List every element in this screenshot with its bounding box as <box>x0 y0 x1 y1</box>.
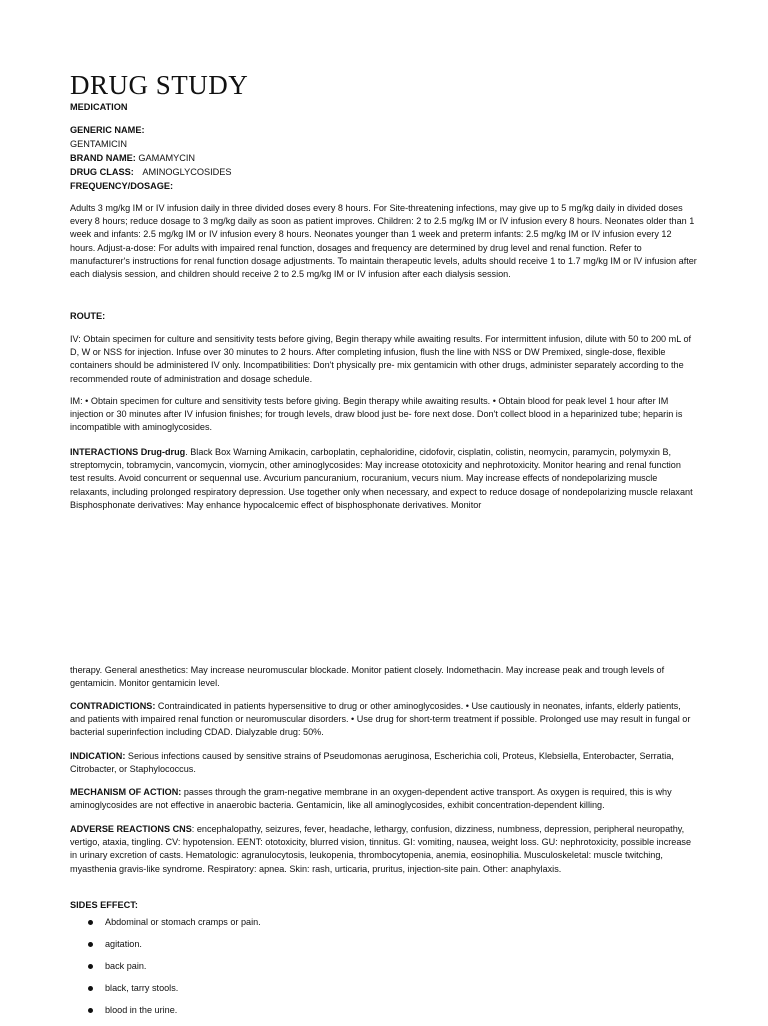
list-item: agitation. <box>70 938 698 960</box>
bullet-icon <box>88 1008 93 1013</box>
medication-heading: MEDICATION <box>70 102 128 112</box>
brand-name-value: GAMAMYCIN <box>138 153 196 163</box>
adverse-reactions-text: : encephalopathy, seizures, fever, headache, lethargy, confusion, dizziness, numbness, depression, peripheral neuropathy, vertigo, ataxia, tingling. CV: hypotension. EENT: ototoxicity, blurred vision, tinnitus. GI: vomiting, nausea, weight loss. GU: nephrotoxicity, possible increase in urinary excretion of casts. Hematologic: agranulocytosis, leukopenia, thrombocytopenia, anemia, eosinophilia. Musculoskeletal: muscle twitching, myasthenia gravis-like syndrome. Respiratory: apnea. Skin: rash, urticaria, pruritus, injection-site pain. Other: anaphylaxis. <box>70 824 692 874</box>
indication-paragraph <box>70 750 698 776</box>
contraindications-label: CONTRADICTIONS: <box>70 701 156 711</box>
contraindications-text: Contraindicated in patients hypersensitive to drug or other aminoglycosides. • Use cautiously in neonates, infants, elderly patients, and patients with impaired renal function or neuromuscular disorders. • Use drug for short-term treatment if possible. Prolonged use may result in fungal or bacterial superinfection including CDAD. Dialyzable drug: 50%. <box>70 701 691 738</box>
side-effects-list <box>70 916 698 1026</box>
adverse-reactions-paragraph <box>70 823 698 876</box>
list-item: blood in the urine. <box>70 1004 698 1026</box>
list-item: back pain. <box>70 960 698 982</box>
frequency-heading: FREQUENCY/DOSAGE: <box>70 181 174 191</box>
mechanism-paragraph <box>70 786 698 812</box>
adverse-reactions-label: ADVERSE REACTIONS CNS <box>70 824 192 834</box>
side-effects-heading: SIDES EFFECT: <box>70 900 138 910</box>
contraindications-paragraph <box>70 700 698 740</box>
brand-name-label: BRAND NAME: <box>70 153 136 163</box>
drug-class-label: DRUG CLASS: <box>70 167 134 177</box>
interactions-paragraph <box>70 446 698 512</box>
bullet-icon <box>88 964 93 969</box>
indication-text: Serious infections caused by sensitive strains of Pseudomonas aeruginosa, Escherichia coli, Proteus, Klebsiella, Enterobacter, Serratia, Citrobacter, or Staphylococcus. <box>70 751 674 775</box>
drug-class-value: AMINOGLYCOSIDES <box>142 167 232 177</box>
interactions-text: . Black Box Warning Amikacin, carboplatin, cephaloridine, cidofovir, cisplatin, colistin, neomycin, paramycin, polymyxin B, streptomycin, tobramycin, vancomycin, viomycin, other aminoglycosides: May increase ototoxicity and nephrotoxicity. Monitor hearing and renal function test results. Avoid concurrent or sequennal use. Avcurium pancuranium, rocuranium, vecurs nium. May increase effects of nondepolarizing muscle relaxants, including prolonged respiratory depression. Use together only when necessary, and expect to reduce dosage of nondepolarizing muscle relaxant Bisphosphonate derivatives: May enhance hypocalcemic effect of bisphosphonate derivatives. Monitor <box>70 447 693 510</box>
iv-paragraph: IV: Obtain specimen for culture and sensitivity tests before giving, Begin therapy while awaiting results. For intermittent infusion, dilute with 50 to 200 mL of D, W or NSS for injection. Infuse over 30 minutes to 2 hours. After completing infusion, flush the line with NSS or DW Premixed, single-dose, flexible containers should be administered IV only. Incompatibilities: Don't physically pre- mix gentamicin with other drugs, administer separately according to the recommended route of administration and dosage schedule. <box>70 334 692 384</box>
mechanism-label: MECHANISM OF ACTION: <box>70 787 182 797</box>
list-item: black, tarry stools. <box>70 982 698 1004</box>
frequency-paragraph: Adults 3 mg/kg IM or IV infusion daily in three divided doses every 8 hours. For Site-threatening infections, may give up to 5 mg/kg daily in divided doses every 8 hours; reduce dosage to 3 mg/kg daily as soon as patient improves. Children: 2 to 2.5 mg/kg IM or IV infusion every 8 hours. Neonates older than 1 week and infants: 2.5 mg/kg IM or IV infusion every 8 hours. Neonates younger than 1 week and preterm infants: 2.5 mg/kg IM or IV infusion every 12 hours. Adjust-a-dose: For adults with impaired renal function, dosages and frequency are determined by drug level and renal function. Refer to manufacturer's instructions for renal function dosage adjustments. To maintain therapeutic levels, adults should receive 1 to 1.7 mg/kg IM or IV infusion after each dialysis session, and children should receive 2 to 2.5 mg/kg IM or IV infusion after each dialysis session. <box>70 203 697 280</box>
drug-class-row <box>70 166 232 179</box>
mechanism-text: passes through the gram-negative membrane in an oxygen-dependent active transport. As oxygen is required, this is why aminoglycosides are not effective in anaerobic bacteria. Gentamicin, like all aminoglycosides, exhibit concentration-dependent killing. <box>70 787 672 811</box>
generic-name-label: GENERIC NAME: <box>70 125 145 135</box>
route-heading: ROUTE: <box>70 311 106 321</box>
page-title: DRUG STUDY <box>70 70 249 100</box>
list-item: Abdominal or stomach cramps or pain. <box>70 916 698 938</box>
interactions-label: INTERACTIONS Drug-drug <box>70 447 186 457</box>
bullet-icon <box>88 920 93 925</box>
interactions-continued: therapy. General anesthetics: May increase neuromuscular blockade. Monitor patient closely. Indomethacin. May increase peak and trough levels of gentamicin. Monitor gentamicin level. <box>70 665 665 689</box>
brand-name-row <box>70 152 195 165</box>
indication-label: INDICATION: <box>70 751 126 761</box>
bullet-icon <box>88 986 93 991</box>
generic-name-value: GENTAMICIN <box>70 139 127 149</box>
im-paragraph: IM: • Obtain specimen for culture and sensitivity tests before giving. Begin therapy while awaiting results. • Obtain blood for peak level 1 hour after IM injection or 30 minutes after IV infusion finishes; for trough levels, draw blood just be- fore next dose. Don't collect blood in a heparinized tube; heparin is incompatible with aminoglycosides. <box>70 396 683 433</box>
bullet-icon <box>88 942 93 947</box>
